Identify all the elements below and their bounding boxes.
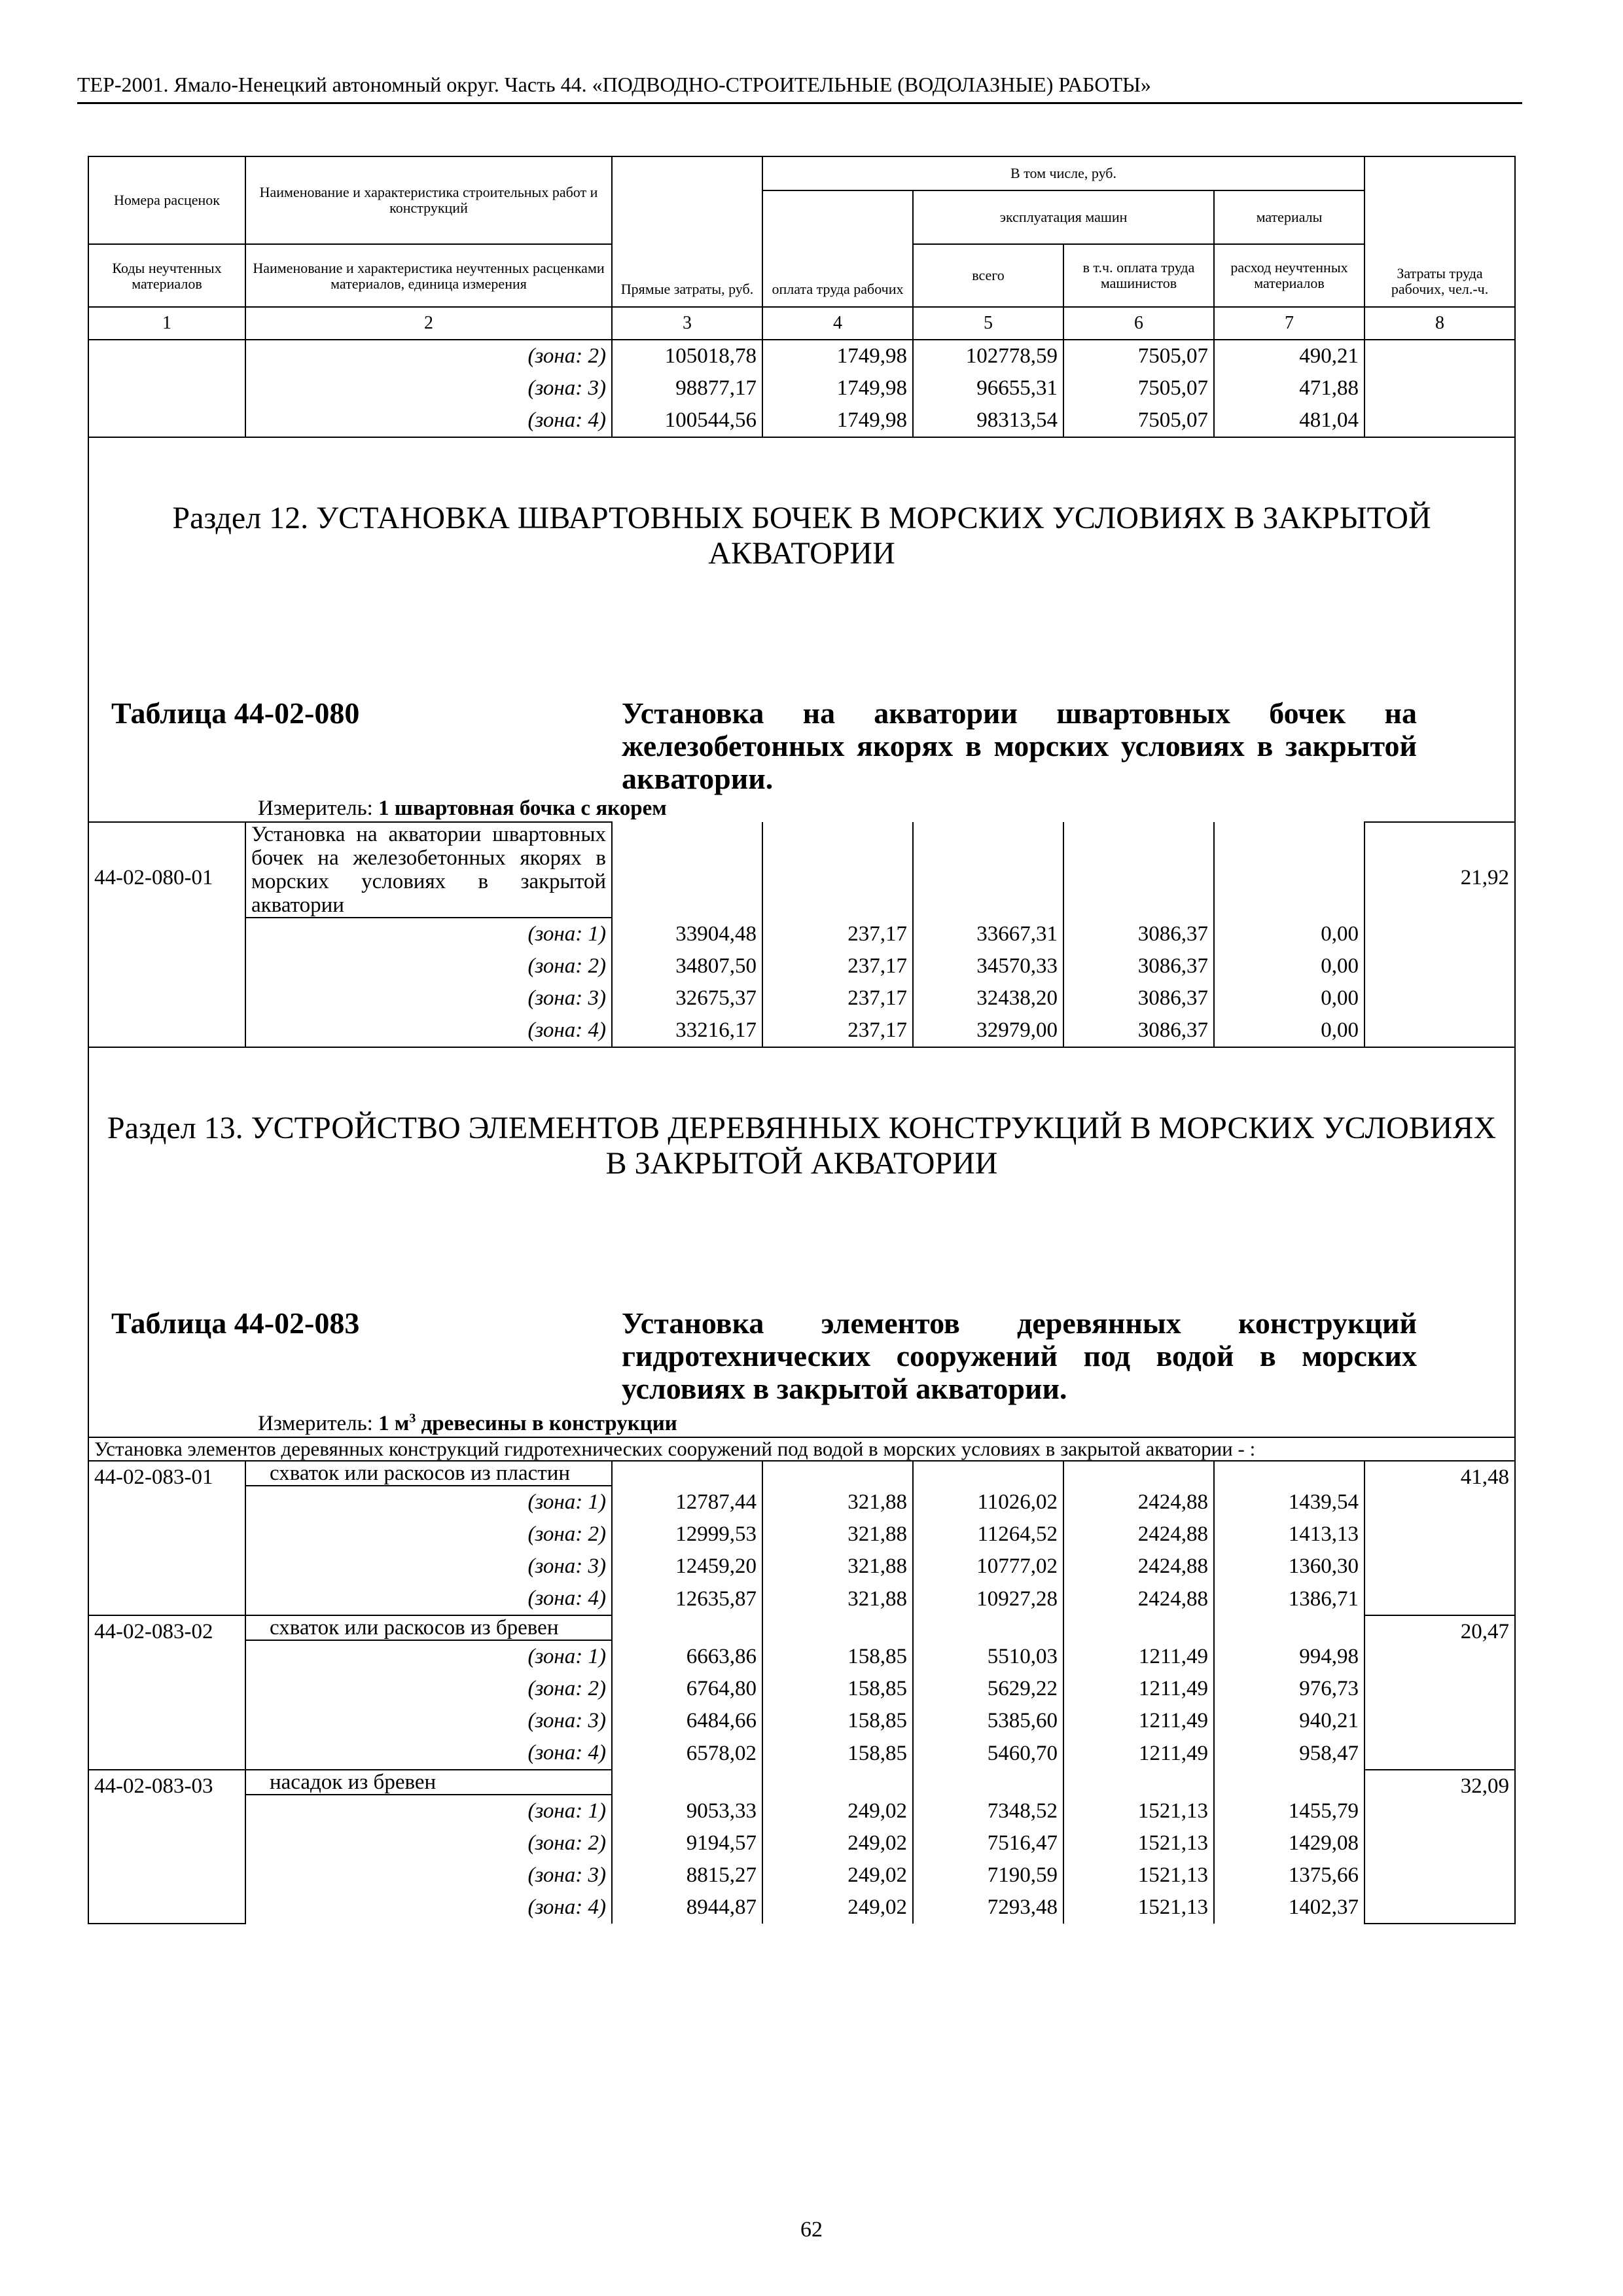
wages-cell: 321,88 xyxy=(762,1583,913,1615)
operator-wages-cell: 7505,07 xyxy=(1063,340,1214,372)
direct-cell: 12787,44 xyxy=(612,1486,762,1518)
materials-cell: 0,00 xyxy=(1214,982,1364,1014)
table-row xyxy=(88,950,1515,982)
direct-cell: 6484,66 xyxy=(612,1705,762,1737)
labor-cell xyxy=(1364,340,1515,372)
empty-cell xyxy=(913,1770,1063,1795)
page-number: 62 xyxy=(800,2217,823,2242)
direct-cell: 100544,56 xyxy=(612,404,762,437)
zone-label: (зона: 4) xyxy=(245,1892,612,1924)
machines-cell: 10777,02 xyxy=(913,1551,1063,1583)
header-material-codes: Коды неучтенных материалов xyxy=(88,244,245,307)
materials-cell: 994,98 xyxy=(1214,1640,1364,1673)
machines-cell: 34570,33 xyxy=(913,950,1063,982)
operator-wages-cell: 7505,07 xyxy=(1063,404,1214,437)
rate-code: 44-02-083-02 xyxy=(88,1615,245,1770)
operator-wages-cell: 3086,37 xyxy=(1063,950,1214,982)
operator-wages-cell: 1211,49 xyxy=(1063,1640,1214,1673)
section-title-row xyxy=(88,437,1515,697)
table-title-row xyxy=(88,1307,1515,1437)
empty-cell xyxy=(1214,1770,1364,1795)
wages-cell: 249,02 xyxy=(762,1795,913,1827)
empty-cell xyxy=(1214,1615,1364,1640)
wages-cell: 158,85 xyxy=(762,1705,913,1737)
materials-cell: 481,04 xyxy=(1214,404,1364,437)
meter-label: Измеритель: xyxy=(258,1412,373,1435)
rates-table xyxy=(88,156,1514,1924)
table-title xyxy=(94,1307,1509,1405)
table-row xyxy=(88,1892,1515,1924)
wages-cell: 1749,98 xyxy=(762,404,913,437)
meter-label: Измеритель: xyxy=(258,797,373,820)
table-row xyxy=(88,918,1515,950)
table-row xyxy=(88,1859,1515,1892)
meter-unit-tail: древесины в конструкции xyxy=(416,1412,677,1435)
empty-cell xyxy=(762,1615,913,1640)
materials-cell: 1402,37 xyxy=(1214,1892,1364,1924)
empty-cell xyxy=(612,1461,762,1486)
direct-cell: 9053,33 xyxy=(612,1795,762,1827)
wages-cell: 237,17 xyxy=(762,918,913,950)
wages-cell: 249,02 xyxy=(762,1827,913,1859)
machines-cell: 5385,60 xyxy=(913,1705,1063,1737)
materials-cell: 1413,13 xyxy=(1214,1518,1364,1551)
rate-code: 44-02-080-01 xyxy=(88,822,245,1047)
wages-cell: 237,17 xyxy=(762,950,913,982)
machines-cell: 11026,02 xyxy=(913,1486,1063,1518)
rate-code: 44-02-083-01 xyxy=(88,1461,245,1615)
operator-wages-cell: 1211,49 xyxy=(1063,1737,1214,1770)
direct-cell: 8815,27 xyxy=(612,1859,762,1892)
table-row xyxy=(88,404,1515,437)
direct-cell: 6663,86 xyxy=(612,1640,762,1673)
machines-cell: 102778,59 xyxy=(913,340,1063,372)
labor-cell: 21,92 xyxy=(1364,822,1515,1047)
labor-cell xyxy=(1364,404,1515,437)
machines-cell: 96655,31 xyxy=(913,372,1063,404)
machines-cell: 32979,00 xyxy=(913,1014,1063,1047)
labor-cell: 41,48 xyxy=(1364,1461,1515,1615)
table-title xyxy=(94,697,1509,795)
direct-cell: 6578,02 xyxy=(612,1737,762,1770)
code-cell xyxy=(88,404,245,437)
rate-name: схваток или раскосов из бревен xyxy=(245,1615,612,1640)
column-number: 8 xyxy=(1364,307,1515,340)
operator-wages-cell: 2424,88 xyxy=(1063,1551,1214,1583)
code-cell xyxy=(88,340,245,372)
zone-label: (зона: 2) xyxy=(245,1673,612,1705)
empty-cell xyxy=(1063,1615,1214,1640)
zone-label: (зона: 4) xyxy=(245,404,612,437)
operator-wages-cell: 1521,13 xyxy=(1063,1827,1214,1859)
zone-label: (зона: 1) xyxy=(245,1795,612,1827)
direct-cell: 8944,87 xyxy=(612,1892,762,1924)
page-header: ТЕР-2001. Ямало-Ненецкий автономный округ. Часть 44. «ПОДВОДНО-СТРОИТЕЛЬНЫЕ (ВОДОЛАЗНЫЕ) РАБОТЫ» xyxy=(77,71,1522,104)
zone-label: (зона: 4) xyxy=(245,1583,612,1615)
direct-cell: 98877,17 xyxy=(612,372,762,404)
wages-cell: 321,88 xyxy=(762,1486,913,1518)
machines-cell: 33667,31 xyxy=(913,918,1063,950)
header-material-names: Наименование и характеристика неучтенных расценками материалов, единица измерения xyxy=(245,244,612,307)
header-rate-numbers: Номера расценок xyxy=(88,156,245,244)
materials-cell: 490,21 xyxy=(1214,340,1364,372)
column-number: 4 xyxy=(762,307,913,340)
table-row xyxy=(88,1640,1515,1673)
wages-cell: 237,17 xyxy=(762,1014,913,1047)
empty-cell xyxy=(762,1770,913,1795)
zone-label: (зона: 2) xyxy=(245,1518,612,1551)
direct-cell: 6764,80 xyxy=(612,1673,762,1705)
machines-cell: 5629,22 xyxy=(913,1673,1063,1705)
section-title: Раздел 13. УСТРОЙСТВО ЭЛЕМЕНТОВ ДЕРЕВЯННЫХ КОНСТРУКЦИЙ В МОРСКИХ УСЛОВИЯХ В ЗАКРЫТОЙ АКВАТОРИИ xyxy=(88,1047,1515,1307)
column-numbers-row xyxy=(88,307,1515,340)
wages-cell: 158,85 xyxy=(762,1640,913,1673)
direct-cell: 12635,87 xyxy=(612,1583,762,1615)
empty-cell xyxy=(1063,1461,1214,1486)
machines-cell: 98313,54 xyxy=(913,404,1063,437)
operator-wages-cell: 3086,37 xyxy=(1063,918,1214,950)
zone-label: (зона: 2) xyxy=(245,950,612,982)
wages-cell: 321,88 xyxy=(762,1518,913,1551)
column-number: 7 xyxy=(1214,307,1364,340)
table-row xyxy=(88,1737,1515,1770)
materials-cell: 471,88 xyxy=(1214,372,1364,404)
meter-unit: 1 швартовная бочка с якорем xyxy=(378,797,667,820)
materials-cell: 940,21 xyxy=(1214,1705,1364,1737)
table-row xyxy=(88,1827,1515,1859)
machines-cell: 11264,52 xyxy=(913,1518,1063,1551)
direct-cell: 105018,78 xyxy=(612,340,762,372)
table-number: Таблица 44-02-083 xyxy=(111,1306,360,1340)
empty-cell xyxy=(1214,822,1364,918)
item-row xyxy=(88,1461,1515,1486)
item-row xyxy=(88,1615,1515,1640)
rate-name: Установка на акватории швартовных бочек на железобетонных якорях в морских условиях в закрытой акватории xyxy=(245,822,612,918)
section-title-row xyxy=(88,1047,1515,1307)
table-row xyxy=(88,1673,1515,1705)
table-description: Установка элементов деревянных конструкций гидротехнических сооружений под водой в морских условиях в закрытой акватории. xyxy=(622,1306,1417,1405)
labor-cell xyxy=(1364,372,1515,404)
table-row xyxy=(88,982,1515,1014)
table-row xyxy=(88,1518,1515,1551)
meter-value xyxy=(378,797,667,820)
materials-cell: 1360,30 xyxy=(1214,1551,1364,1583)
column-number: 5 xyxy=(913,307,1063,340)
item-row xyxy=(88,822,1515,918)
table-row xyxy=(88,372,1515,404)
table-row xyxy=(88,340,1515,372)
direct-cell: 12459,20 xyxy=(612,1551,762,1583)
wages-cell: 321,88 xyxy=(762,1551,913,1583)
empty-cell xyxy=(1063,822,1214,918)
column-number: 1 xyxy=(88,307,245,340)
table-row xyxy=(88,1551,1515,1583)
labor-cell: 32,09 xyxy=(1364,1770,1515,1924)
wages-cell: 249,02 xyxy=(762,1892,913,1924)
empty-cell xyxy=(762,822,913,918)
direct-cell: 12999,53 xyxy=(612,1518,762,1551)
empty-cell xyxy=(612,1770,762,1795)
header-machines-total: всего xyxy=(913,244,1063,307)
empty-cell xyxy=(913,822,1063,918)
column-number: 6 xyxy=(1063,307,1214,340)
operator-wages-cell: 1521,13 xyxy=(1063,1795,1214,1827)
meter-line xyxy=(94,1405,1509,1437)
table-row xyxy=(88,1705,1515,1737)
operator-wages-cell: 1521,13 xyxy=(1063,1892,1214,1924)
machines-cell: 7348,52 xyxy=(913,1795,1063,1827)
rate-name: насадок из бревен xyxy=(245,1770,612,1795)
table-title-row xyxy=(88,697,1515,822)
machines-cell: 5510,03 xyxy=(913,1640,1063,1673)
wages-cell: 249,02 xyxy=(762,1859,913,1892)
wages-cell: 158,85 xyxy=(762,1737,913,1770)
wages-cell: 1749,98 xyxy=(762,340,913,372)
header-including: В том числе, руб. xyxy=(762,156,1364,190)
rate-code: 44-02-083-03 xyxy=(88,1770,245,1924)
materials-cell: 0,00 xyxy=(1214,950,1364,982)
empty-cell xyxy=(1063,1770,1214,1795)
group-head-row xyxy=(88,1437,1515,1461)
header-work-name: Наименование и характеристика строительных работ и конструкций xyxy=(245,156,612,244)
operator-wages-cell: 1521,13 xyxy=(1063,1859,1214,1892)
zone-label: (зона: 3) xyxy=(245,1859,612,1892)
table-description: Установка на акватории швартовных бочек на железобетонных якорях в морских условиях в закрытой акватории. xyxy=(622,696,1417,795)
machines-cell: 7516,47 xyxy=(913,1827,1063,1859)
machines-cell: 10927,28 xyxy=(913,1583,1063,1615)
wages-cell: 158,85 xyxy=(762,1673,913,1705)
meter-unit: 1 м xyxy=(378,1412,410,1435)
empty-cell xyxy=(612,822,762,918)
materials-cell: 1386,71 xyxy=(1214,1583,1364,1615)
operator-wages-cell: 3086,37 xyxy=(1063,1014,1214,1047)
materials-cell: 0,00 xyxy=(1214,1014,1364,1047)
section-title: Раздел 12. УСТАНОВКА ШВАРТОВНЫХ БОЧЕК В МОРСКИХ УСЛОВИЯХ В ЗАКРЫТОЙ АКВАТОРИИ xyxy=(88,437,1515,697)
zone-label: (зона: 2) xyxy=(245,340,612,372)
materials-cell: 976,73 xyxy=(1214,1673,1364,1705)
table-row xyxy=(88,1795,1515,1827)
operator-wages-cell: 2424,88 xyxy=(1063,1486,1214,1518)
column-number: 2 xyxy=(245,307,612,340)
header-material-usage: расход неучтенных материалов xyxy=(1214,244,1364,307)
machines-cell: 7190,59 xyxy=(913,1859,1063,1892)
materials-cell: 1429,08 xyxy=(1214,1827,1364,1859)
empty-cell xyxy=(762,1461,913,1486)
header-materials: материалы xyxy=(1214,190,1364,244)
operator-wages-cell: 7505,07 xyxy=(1063,372,1214,404)
meter-unit-power: 3 xyxy=(409,1411,416,1426)
materials-cell: 1455,79 xyxy=(1214,1795,1364,1827)
direct-cell: 33216,17 xyxy=(612,1014,762,1047)
materials-cell: 0,00 xyxy=(1214,918,1364,950)
zone-label: (зона: 3) xyxy=(245,982,612,1014)
zone-label: (зона: 1) xyxy=(245,1486,612,1518)
zone-label: (зона: 4) xyxy=(245,1014,612,1047)
zone-label: (зона: 3) xyxy=(245,372,612,404)
zone-label: (зона: 2) xyxy=(245,1827,612,1859)
table-row xyxy=(88,1583,1515,1615)
direct-cell: 33904,48 xyxy=(612,918,762,950)
labor-cell: 20,47 xyxy=(1364,1615,1515,1770)
zone-label: (зона: 1) xyxy=(245,918,612,950)
materials-cell: 1375,66 xyxy=(1214,1859,1364,1892)
operator-wages-cell: 1211,49 xyxy=(1063,1673,1214,1705)
materials-cell: 958,47 xyxy=(1214,1737,1364,1770)
direct-cell: 34807,50 xyxy=(612,950,762,982)
table-number: Таблица 44-02-080 xyxy=(111,696,360,730)
wages-cell: 237,17 xyxy=(762,982,913,1014)
rate-name: схваток или раскосов из пластин xyxy=(245,1461,612,1486)
operator-wages-cell: 1211,49 xyxy=(1063,1705,1214,1737)
direct-cell: 32675,37 xyxy=(612,982,762,1014)
zone-label: (зона: 4) xyxy=(245,1737,612,1770)
item-row xyxy=(88,1770,1515,1795)
machines-cell: 5460,70 xyxy=(913,1737,1063,1770)
wages-cell: 1749,98 xyxy=(762,372,913,404)
empty-cell xyxy=(612,1615,762,1640)
direct-cell: 9194,57 xyxy=(612,1827,762,1859)
header-machines: эксплуатация машин xyxy=(913,190,1214,244)
group-heading: Установка элементов деревянных конструкций гидротехнических сооружений под водой в морских условиях в закрытой акватории - : xyxy=(88,1437,1515,1461)
code-cell xyxy=(88,372,245,404)
empty-cell xyxy=(913,1615,1063,1640)
column-number: 3 xyxy=(612,307,762,340)
zone-label: (зона: 3) xyxy=(245,1705,612,1737)
table-row xyxy=(88,1014,1515,1047)
machines-cell: 7293,48 xyxy=(913,1892,1063,1924)
meter-line xyxy=(94,795,1509,821)
materials-cell: 1439,54 xyxy=(1214,1486,1364,1518)
operator-wages-cell: 2424,88 xyxy=(1063,1583,1214,1615)
header-operator-wages: в т.ч. оплата труда машинистов xyxy=(1063,244,1214,307)
header-direct-costs: Прямые затраты, руб. xyxy=(612,156,762,307)
machines-cell: 32438,20 xyxy=(913,982,1063,1014)
zone-label: (зона: 1) xyxy=(245,1640,612,1673)
empty-cell xyxy=(913,1461,1063,1486)
header-labor: Затраты труда рабочих, чел.-ч. xyxy=(1364,156,1515,307)
operator-wages-cell: 2424,88 xyxy=(1063,1518,1214,1551)
meter-value xyxy=(378,1412,677,1435)
header-wages: оплата труда рабочих xyxy=(762,190,913,307)
table-header xyxy=(88,156,1515,340)
table-row xyxy=(88,1486,1515,1518)
operator-wages-cell: 3086,37 xyxy=(1063,982,1214,1014)
empty-cell xyxy=(1214,1461,1364,1486)
zone-label: (зона: 3) xyxy=(245,1551,612,1583)
